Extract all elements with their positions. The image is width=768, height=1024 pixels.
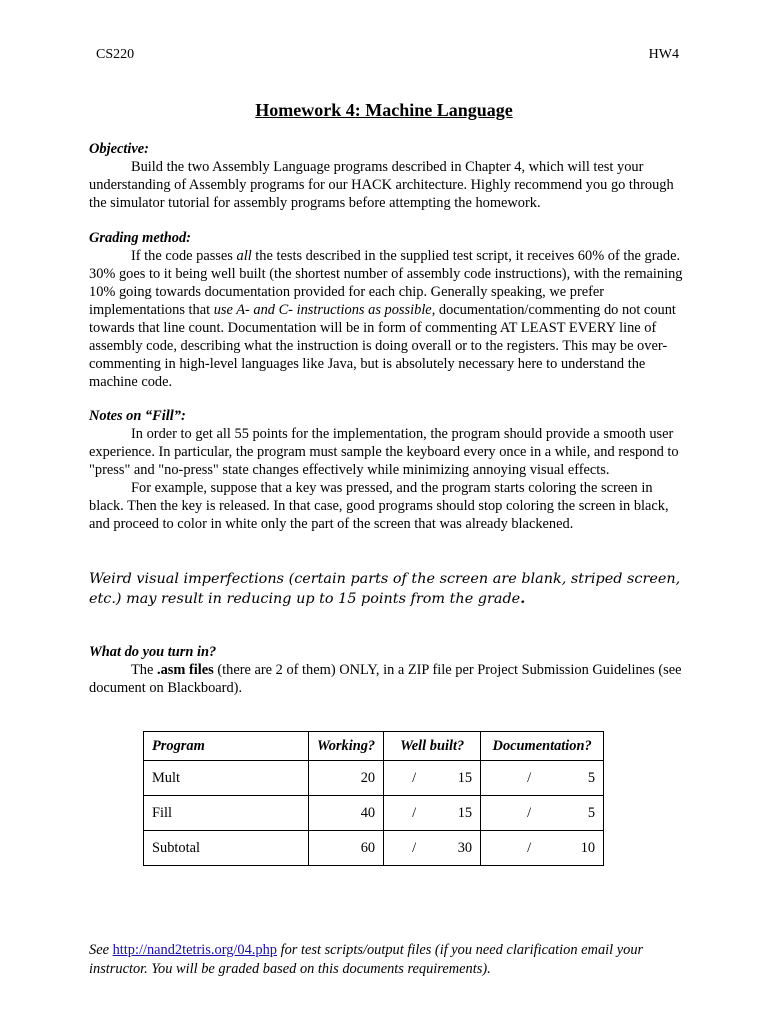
warning-note: [89, 570, 689, 609]
turnin-heading: What do you turn in?: [89, 644, 217, 660]
row-program: Subtotal: [144, 831, 309, 866]
grade-table: [143, 731, 604, 866]
slash: /: [412, 805, 417, 821]
table-header-row: [144, 732, 604, 761]
slash: /: [527, 805, 532, 821]
turnin-text-2: (there are 2 of them) ONLY, in a ZIP file per Project Submission Guidelines (see document on Blackboard).: [89, 662, 682, 696]
grading-emphasis-all: all: [236, 248, 252, 264]
turnin-text: [89, 661, 689, 697]
row-program: Fill: [144, 796, 309, 831]
objective-section: [89, 140, 689, 212]
slash: /: [412, 840, 417, 856]
row-well-built: [384, 796, 481, 831]
grading-heading: Grading method:: [89, 230, 191, 246]
turnin-text-1: The: [131, 662, 157, 678]
well-built-max: 30: [457, 840, 473, 856]
row-well-built: [384, 831, 481, 866]
page-title: Homework 4: Machine Language: [255, 100, 513, 120]
fill-notes-heading: Notes on “Fill”:: [89, 408, 186, 424]
homework-code: HW4: [648, 47, 679, 62]
warning-text: Weird visual imperfections (certain parts of the screen are blank, striped screen, etc.) may result in reducing up to 15 points from the grade: [89, 571, 681, 607]
row-working: 20: [309, 761, 384, 796]
footer-see: See: [89, 942, 113, 958]
row-program: Mult: [144, 761, 309, 796]
well-built-max: 15: [457, 770, 473, 786]
fill-notes-section: [89, 407, 689, 533]
header-working: Working?: [309, 732, 384, 761]
turnin-asm-files: .asm files: [156, 662, 214, 678]
well-built-max: 15: [457, 805, 473, 821]
header-program: Program: [144, 732, 309, 761]
table-row: [144, 796, 604, 831]
table-row: [144, 831, 604, 866]
fill-notes-paragraph-1: In order to get all 55 points for the implementation, the program should provide a smooth user experience. In particular, the program must sample the keyboard every once in a while, and respond to "press" and "no-press" state changes effectively while minimizing annoying visual effects.: [89, 426, 679, 478]
slash: /: [527, 840, 532, 856]
grading-emphasis-instructions: use A- and C- instructions as possible,: [213, 302, 436, 318]
footer-text: for test scripts/output files (if you need clarification email your instructor. You will be graded based on this documents requirements).: [89, 942, 644, 977]
turnin-section: [89, 643, 689, 697]
row-working: 40: [309, 796, 384, 831]
course-code: CS220: [96, 47, 135, 62]
nand2tetris-link[interactable]: http://nand2tetris.org/04.php: [112, 942, 277, 958]
documentation-max: 5: [587, 770, 596, 786]
header-documentation: Documentation?: [481, 732, 604, 761]
fill-notes-paragraph-2: For example, suppose that a key was pressed, and the program starts coloring the screen in black. Then the key is released. In that case, good programs should stop coloring the screen in black, and proceed to color in white only the part of the screen that was already blackened.: [89, 480, 669, 532]
slash: /: [527, 770, 532, 786]
objective-text: Build the two Assembly Language programs described in Chapter 4, which will test your understanding of Assembly programs for our HACK architecture. Highly recommend you go through the simulator tutorial for assembly programs before attempting the homework.: [89, 159, 674, 211]
documentation-max: 10: [580, 840, 596, 856]
footer-note: [89, 941, 689, 979]
grading-section: [89, 229, 689, 391]
grading-text-2: the tests described in the supplied test script, it receives 60% of the grade. 30% goes to it being well built (the shortest number of assembly code instructions), with the remaining 10% going towards documentation provided for each chip. Generally speaking, we prefer implementations that: [89, 248, 683, 318]
grading-text-3: documentation/commenting do not count towards that line count. Documentation will be in form of commenting AT LEAST EVERY line of assembly code, describing what the instruction is doing overall or to the registers. This may be over-commenting in high-level languages like Java, but is absolutely necessary here to understand the machine code.: [89, 302, 676, 390]
grading-text: [89, 247, 689, 391]
row-well-built: [384, 761, 481, 796]
warning-period: .: [520, 590, 526, 607]
documentation-max: 5: [587, 805, 596, 821]
objective-heading: Objective:: [89, 141, 149, 157]
row-documentation: [481, 831, 604, 866]
header-well-built: Well built?: [384, 732, 481, 761]
row-documentation: [481, 761, 604, 796]
slash: /: [412, 770, 417, 786]
row-working: 60: [309, 831, 384, 866]
table-row: [144, 761, 604, 796]
row-documentation: [481, 796, 604, 831]
grading-text-1: If the code passes: [131, 248, 237, 264]
